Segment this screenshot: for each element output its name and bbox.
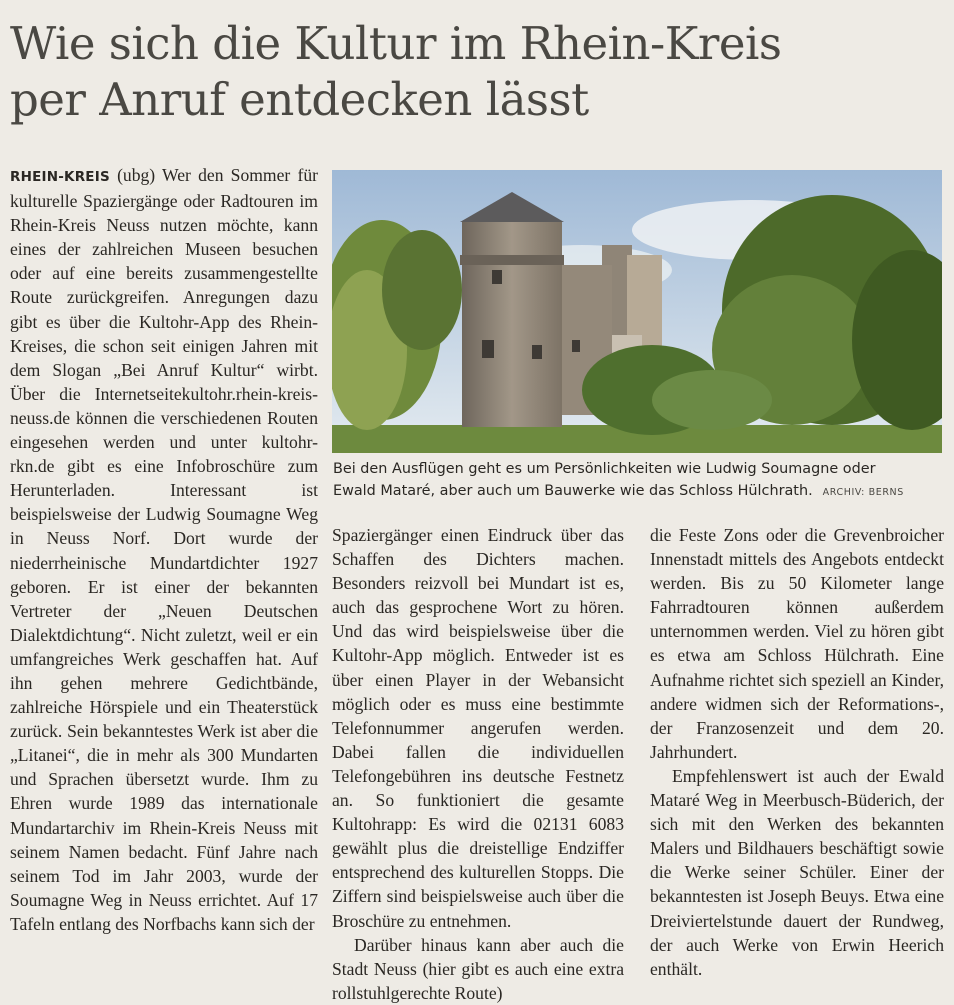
caption-line-1: Bei den Ausflügen geht es um Persönlichkeiten wie Ludwig Soumagne oder bbox=[333, 461, 876, 477]
article-column-3 bbox=[650, 523, 944, 981]
column-3-paragraph-2: Empfehlenswert ist auch der Ewald Mataré Weg in Meerbusch-Büderich, der sich mit den Werken des bekannten Malers und Bildhauers beschäftigt sowie die Werke seiner Schüler. Einer der bekanntesten ist Joseph Beuys. Etwa eine Dreiviertelstunde dauert der Rundweg, der auch Werke von Erwin Heerich enthält. bbox=[650, 765, 944, 979]
headline-line-1: Wie sich die Kultur im Rhein-Kreis bbox=[10, 17, 782, 70]
column-2-paragraph-1: Spaziergänger einen Eindruck über das Schaffen des Dichters machen. Besonders reizvoll bei Mundart ist es, auch das gesprochene Wort zu hören. Und das wird beispielsweise über die Kultohr-App möglich. Entweder ist es über einen Player in der Webansicht möglich oder es muss eine bestimmte Telefonnummer angerufen werden. Dabei fallen die individuellen Telefongebühren ins deutsche Festnetz an. So funktioniert die gesamte Kultohrapp: Es wird die 02131 6083 gewählt plus die dreistellige Endziffer entsprechend des kulturellen Stopps. Die Ziffern sind beispielsweise auch über die Broschüre zu entnehmen. bbox=[332, 525, 624, 931]
caption-line-2: Ewald Mataré, aber auch um Bauwerke wie das Schloss Hülchrath. bbox=[333, 483, 813, 499]
photo-caption bbox=[333, 458, 945, 504]
dateline: RHEIN-KREIS bbox=[10, 169, 110, 185]
photo-credit: ARCHIV: BERNS bbox=[822, 487, 904, 498]
article-column-1 bbox=[10, 163, 318, 936]
column-3-paragraph-1: die Feste Zons oder die Grevenbroicher Innenstadt mittels des Angebots entdeckt werden. Bis zu 50 Kilometer lange Fahrradtouren können außerdem unternommen werden. Viel zu hören gibt es etwa am Schloss Hülchrath. Eine Aufnahme richtet sich speziell an Kinder, andere widmen sich der Reformations-, der Franzosenzeit und dem 20. Jahrhundert. bbox=[650, 525, 944, 762]
column-2-paragraph-2: Darüber hinaus kann aber auch die Stadt Neuss (hier gibt es auch eine extra rollstuhlgerechte Route) bbox=[332, 934, 624, 1003]
column-1-text: (ubg) Wer den Sommer für kulturelle Spaziergänge oder Radtouren im Rhein-Kreis Neuss nutzen möchte, kann eines der zahlreichen Museen besuchen oder auf eine bereits zusammengestellte Route zurückgreifen. Anregungen dazu gibt es über die Kultohr-App des Rhein-Kreises, die schon seit einigen Jahren mit dem Slogan „Bei Anruf Kultur“ wirbt. Über die Internetseitekultohr.rhein-kreis-neuss.de können die verschiedenen Routen eingesehen werden und unter kultohr-rkn.de gibt es eine Infobroschüre zum Herunterladen. Interessant ist beispielsweise der Ludwig Soumagne Weg in Neuss Norf. Dort wurde der niederrheinische Mundartdichter 1927 geboren. Er ist einer der bekannten Vertreter der „Neuen Deutschen Dialektdichtung“. Nicht zuletzt, weil er ein umfangreiches Werk geschaffen hat. Auf ihn gehen mehrere Gedichtbände, zahlreiche Hörspiele und ein Theaterstück zurück. Sein bekanntestes Werk ist aber die „Litanei“, die in mehr als 300 Mundarten und Sprachen übersetzt wurde. Ihm zu Ehren wurde 1989 das internationale Mundartarchiv im Rhein-Kreis Neuss mit seinem Namen bedacht. Fünf Jahre nach seinem Tod im Jahr 2003, wurde der Soumagne Weg in Neuss errichtet. Auf 17 Tafeln entlang des Norfbachs kann sich der bbox=[10, 165, 318, 934]
headline-line-2: per Anruf entdecken lässt bbox=[10, 73, 589, 126]
article-column-2 bbox=[332, 523, 624, 1005]
castle-photo bbox=[332, 170, 942, 453]
headline bbox=[10, 16, 940, 128]
